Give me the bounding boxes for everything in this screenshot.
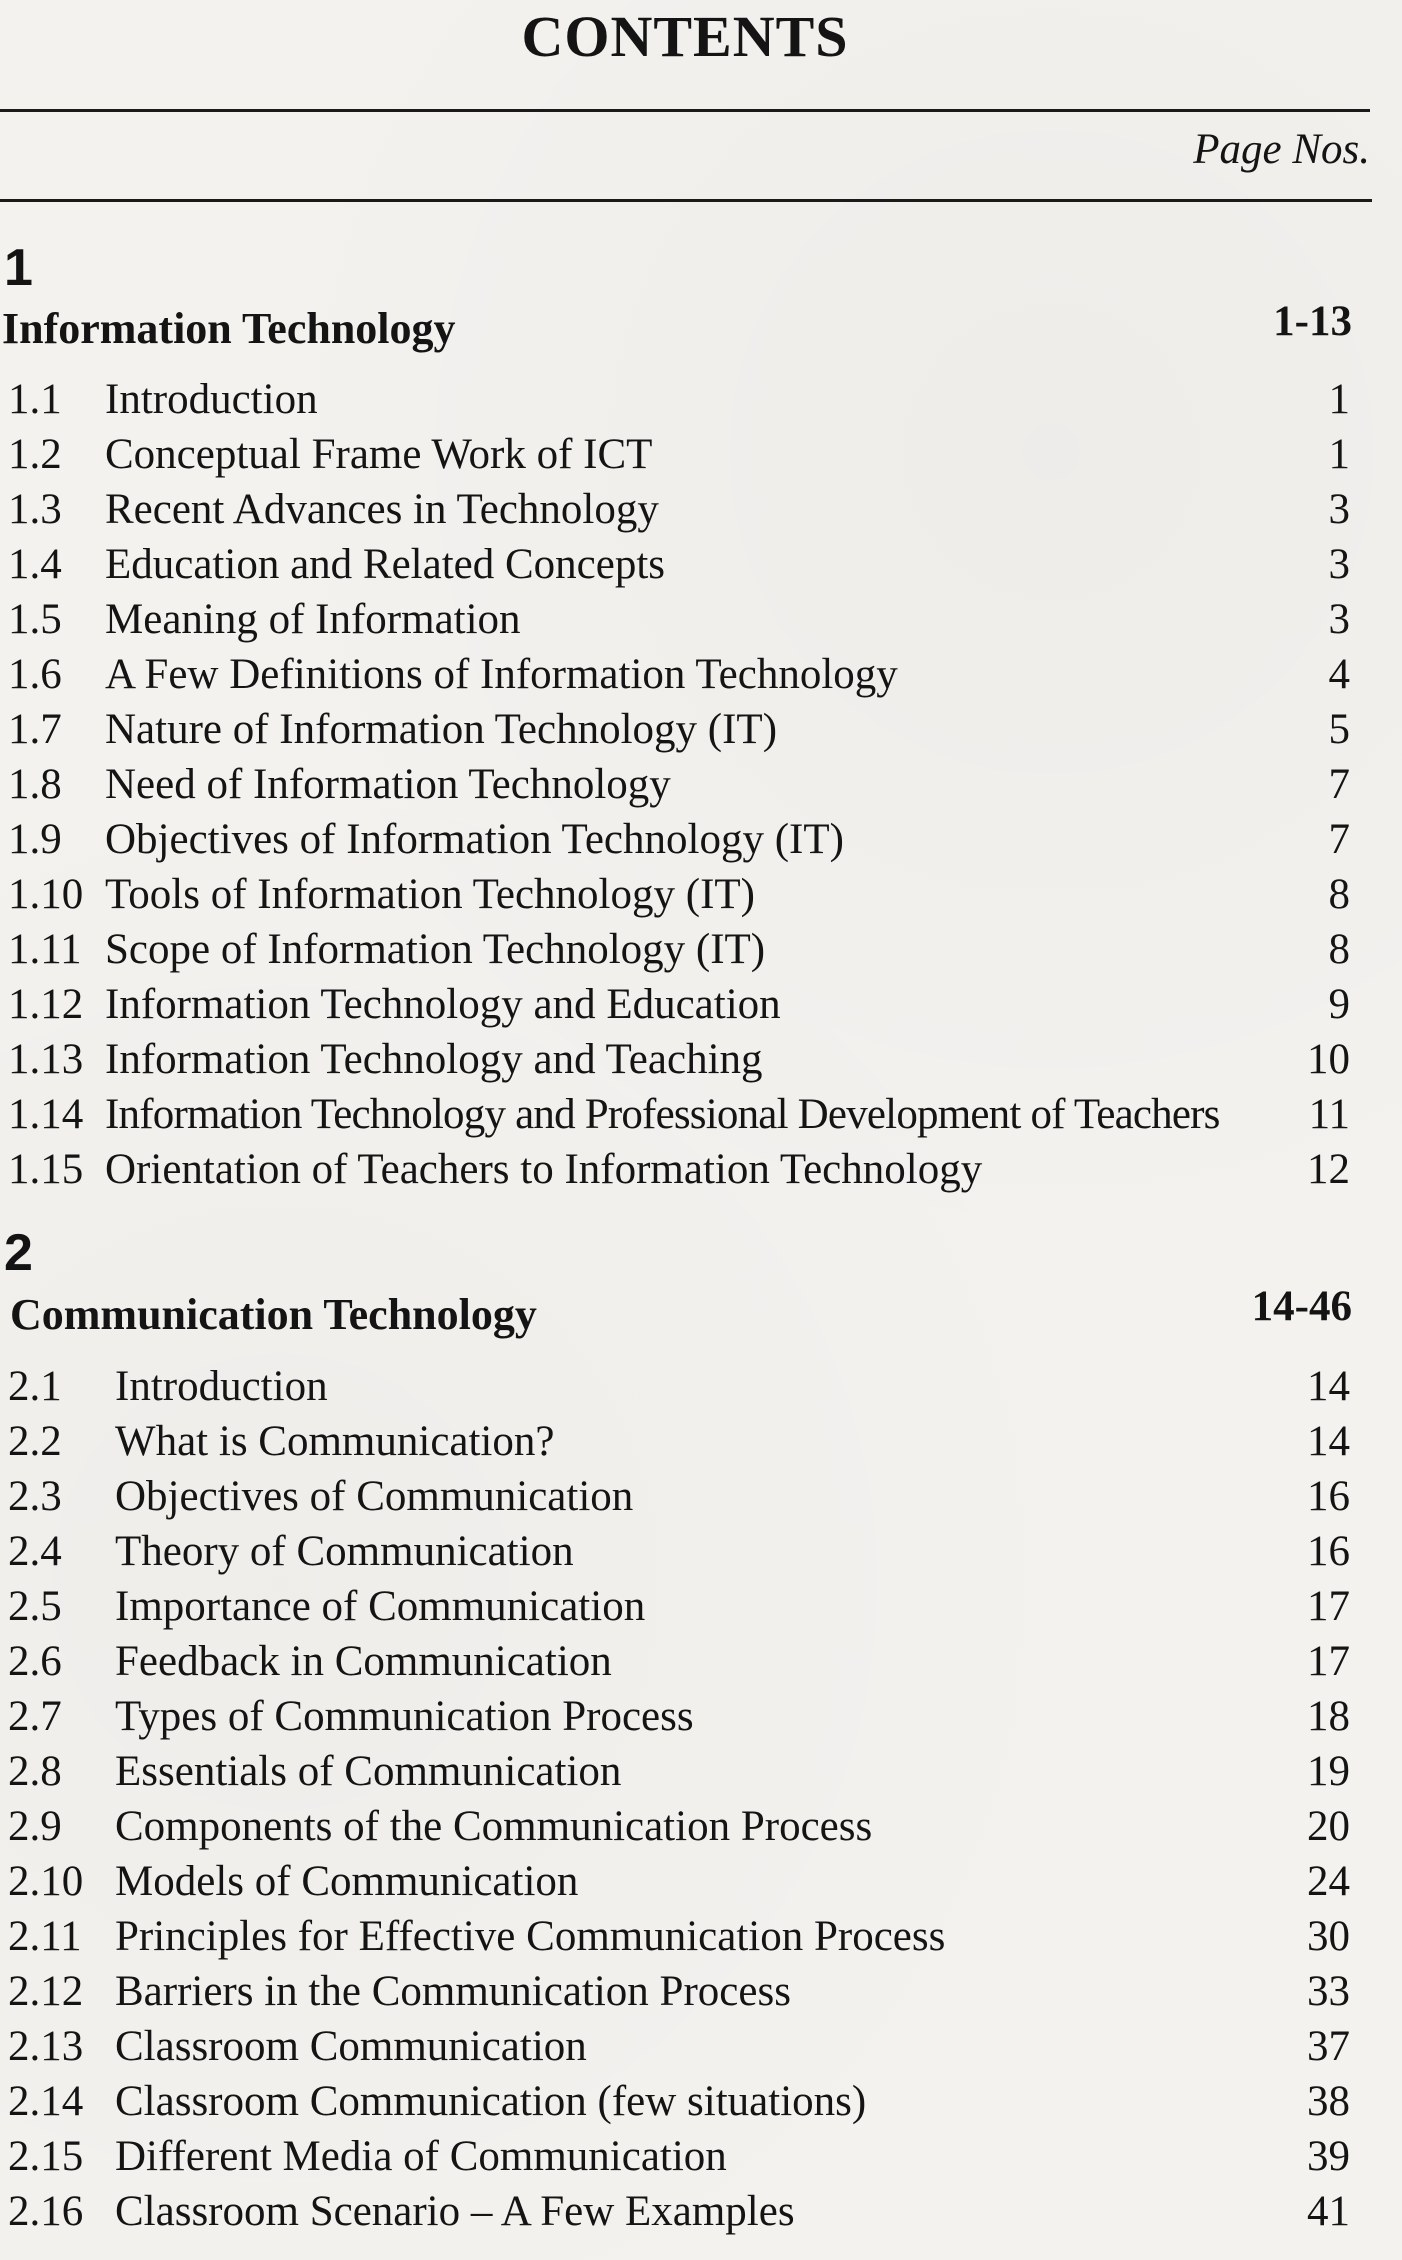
toc-entry [0,2184,1400,2239]
section-number: 1.12 [8,981,84,1028]
toc-entry [0,977,1400,1032]
section-title: Different Media of Communication [115,2133,727,2180]
page-number: 39 [1307,2133,1350,2180]
section-number: 1.9 [8,816,62,863]
section-number: 2.2 [8,1418,62,1465]
chapter-page-range: 1-13 [1273,298,1352,345]
section-number: 2.12 [8,1968,84,2015]
section-title: Components of the Communication Process [115,1803,873,1850]
chapter-title: Information Technology [2,304,456,353]
section-number: 2.13 [8,2023,84,2070]
section-title: Information Technology and Teaching [105,1036,763,1083]
toc-entry [0,1524,1400,1579]
section-title: Classroom Communication (few situations) [115,2078,867,2125]
section-title: Information Technology and Education [105,981,781,1028]
section-title: Barriers in the Communication Process [115,1968,791,2015]
page-number: 9 [1328,981,1350,1028]
toc-entry [0,922,1400,977]
page-column-label: Page Nos. [1193,126,1370,173]
section-title: Education and Related Concepts [105,541,666,588]
section-title: Introduction [115,1363,328,1410]
section-title: Introduction [105,376,318,423]
page-number: 16 [1307,1528,1350,1575]
toc-entry [0,372,1400,427]
section-title: Information Technology and Professional Development of Teachers [105,1091,1220,1138]
page-number: 41 [1307,2188,1350,2235]
section-number: 2.16 [8,2188,84,2235]
page-number: 7 [1328,816,1350,863]
toc-entry [0,1142,1400,1197]
section-title: Recent Advances in Technology [105,486,659,533]
section-number: 1.4 [8,541,62,588]
page-number: 12 [1307,1146,1350,1193]
toc-entry [0,1469,1400,1524]
page-number: 38 [1307,2078,1350,2125]
page-number: 20 [1307,1803,1350,1850]
section-number: 2.5 [8,1583,62,1630]
section-number: 1.8 [8,761,62,808]
chapter-number: 1 [4,239,33,297]
page-number: 17 [1307,1583,1350,1630]
page-number: 10 [1307,1036,1350,1083]
section-number: 2.3 [8,1473,62,1520]
toc-entry [0,1579,1400,1634]
page-number: 1 [1328,431,1350,478]
toc-entry [0,1964,1400,2019]
section-title: Feedback in Communication [115,1638,612,1685]
header-bottom-rule [0,199,1372,202]
toc-entry [0,1799,1400,1854]
section-title: Models of Communication [115,1858,579,1905]
section-number: 1.15 [8,1146,84,1193]
toc-entry [0,1032,1400,1087]
toc-entry [0,1087,1400,1142]
toc-entry [0,2019,1400,2074]
section-number: 1.13 [8,1036,84,1083]
section-title: Conceptual Frame Work of ICT [105,431,653,478]
section-number: 1.5 [8,596,62,643]
toc-entry [0,867,1400,922]
page-number: 1 [1328,376,1350,423]
toc-entry [0,2074,1400,2129]
section-number: 1.10 [8,871,84,918]
toc-entry [0,592,1400,647]
section-number: 2.4 [8,1528,62,1575]
section-number: 2.14 [8,2078,84,2125]
section-title: Tools of Information Technology (IT) [105,871,755,918]
section-number: 2.8 [8,1748,62,1795]
toc-entry [0,1744,1400,1799]
section-title: Essentials of Communication [115,1748,622,1795]
page-title: CONTENTS [521,4,849,69]
toc-entry [0,1909,1400,1964]
section-number: 1.14 [8,1091,84,1138]
section-number: 2.11 [8,1913,82,1960]
toc-entry [0,647,1400,702]
section-title: Classroom Scenario – A Few Examples [115,2188,795,2235]
section-title: Scope of Information Technology (IT) [105,926,766,973]
chapter-title: Communication Technology [10,1290,537,1339]
section-title: Importance of Communication [115,1583,646,1630]
section-number: 2.10 [8,1858,84,1905]
header-top-rule [0,109,1370,112]
section-number: 1.1 [8,376,62,423]
page-number: 4 [1328,651,1350,698]
section-title: Meaning of Information [105,596,521,643]
section-title: Types of Communication Process [115,1693,694,1740]
page-number: 14 [1307,1418,1350,1465]
section-number: 1.7 [8,706,62,753]
section-title: Theory of Communication [115,1528,574,1575]
page-number: 3 [1328,486,1350,533]
section-number: 2.9 [8,1803,62,1850]
chapter-page-range: 14-46 [1251,1283,1352,1330]
section-number: 2.6 [8,1638,62,1685]
page-number: 8 [1328,926,1350,973]
page-number: 17 [1307,1638,1350,1685]
page-number: 16 [1307,1473,1350,1520]
page-number: 24 [1307,1858,1350,1905]
toc-entry [0,757,1400,812]
section-title: What is Communication? [115,1418,555,1465]
page-number: 30 [1307,1913,1350,1960]
toc-entry [0,1634,1400,1689]
section-number: 2.7 [8,1693,62,1740]
section-title: Principles for Effective Communication Process [115,1913,946,1960]
page-number: 7 [1328,761,1350,808]
page-number: 19 [1307,1748,1350,1795]
section-title: Objectives of Information Technology (IT) [105,816,844,863]
page-number: 5 [1328,706,1350,753]
page-number: 11 [1308,1091,1350,1138]
page-number: 3 [1328,596,1350,643]
toc-entry [0,1359,1400,1414]
toc-entry [0,1414,1400,1469]
section-title: Objectives of Communication [115,1473,634,1520]
section-number: 1.2 [8,431,62,478]
section-title: Nature of Information Technology (IT) [105,706,778,753]
section-title: Orientation of Teachers to Information Technology [105,1146,983,1193]
section-number: 2.1 [8,1363,62,1410]
section-number: 1.11 [8,926,82,973]
page-number: 14 [1307,1363,1350,1410]
chapter-number: 2 [4,1224,33,1282]
toc-entry [0,1689,1400,1744]
page-number: 8 [1328,871,1350,918]
toc-entry [0,812,1400,867]
toc-entry [0,702,1400,757]
toc-entry [0,537,1400,592]
toc-entry [0,1854,1400,1909]
section-number: 2.15 [8,2133,84,2180]
toc-entry [0,2129,1400,2184]
section-number: 1.3 [8,486,62,533]
section-title: Classroom Communication [115,2023,587,2070]
toc-entry [0,427,1400,482]
section-title: A Few Definitions of Information Technology [105,651,898,698]
toc-entry [0,482,1400,537]
page-number: 3 [1328,541,1350,588]
page-number: 37 [1307,2023,1350,2070]
section-title: Need of Information Technology [105,761,671,808]
page-number: 18 [1307,1693,1350,1740]
page-number: 33 [1307,1968,1350,2015]
section-number: 1.6 [8,651,62,698]
